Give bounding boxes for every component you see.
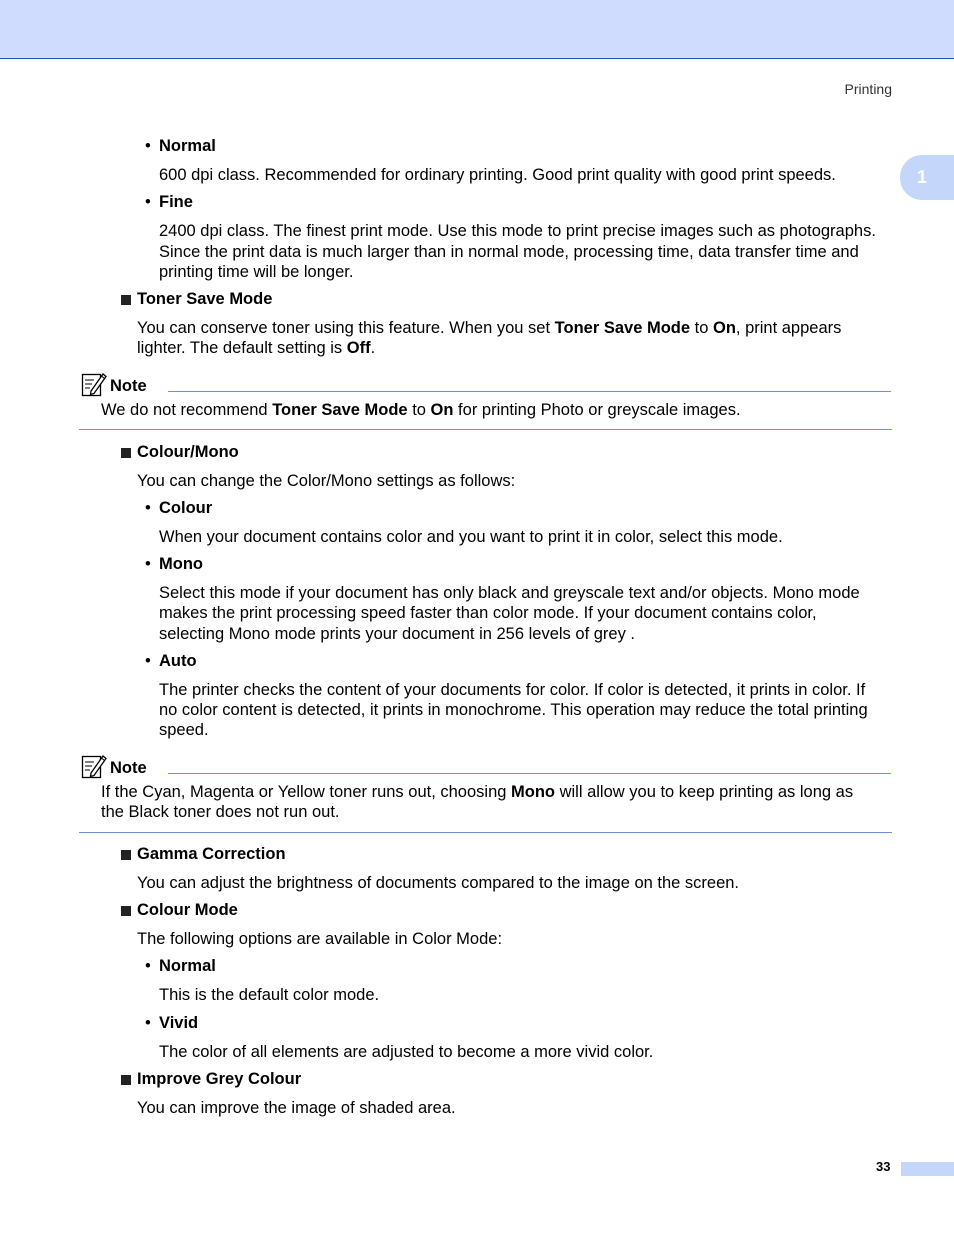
colour-desc: When your document contains color and you want to print it in color, select this mode. <box>159 528 783 546</box>
bullet-colour-title: Colour <box>159 499 213 517</box>
vivid-desc: The color of all elements are adjusted to become a more vivid color. <box>159 1043 654 1061</box>
note-2-rule <box>168 773 891 774</box>
section-toner-save-title: Toner Save Mode <box>137 290 273 308</box>
note-1-label: Note <box>110 377 147 395</box>
fine-desc-3: printing time will be longer. <box>159 263 354 281</box>
mono-desc-1: Select this mode if your document has only black and greyscale text and/or objects. Mono mode <box>159 584 860 602</box>
section-colour-mono-title: Colour/Mono <box>137 443 239 461</box>
footer-band <box>901 1162 954 1176</box>
toner-desc-line2: lighter. The default setting is Off. <box>137 339 376 357</box>
auto-desc-2: no color content is detected, it prints in monochrome. This operation may reduce the total printing <box>159 701 868 719</box>
chapter-tab: 1 <box>900 155 954 200</box>
normal-desc: 600 dpi class. Recommended for ordinary printing. Good print quality with good print speeds. <box>159 166 836 184</box>
page-number: 33 <box>876 1159 891 1174</box>
section-colour-mode <box>137 901 238 920</box>
note-2-text-line1: If the Cyan, Magenta or Yellow toner runs out, choosing Mono will allow you to keep printing as long as <box>101 783 854 801</box>
normal-2-desc: This is the default color mode. <box>159 986 380 1004</box>
square-bullet-icon <box>121 448 131 458</box>
note-1-end-rule <box>79 429 892 430</box>
bullet-normal-2: • Normal <box>145 957 216 975</box>
bullet-auto: • Auto <box>145 652 197 670</box>
bullet-fine: • Fine <box>145 193 193 211</box>
auto-desc-3: speed. <box>159 721 209 739</box>
section-toner-save <box>137 290 272 309</box>
note-pencil-icon <box>81 371 107 397</box>
bullet-mono: • Mono <box>145 555 203 573</box>
running-header: Printing <box>844 81 892 97</box>
improve-grey-desc: You can improve the image of shaded area. <box>137 1099 456 1117</box>
section-colour-mono <box>137 443 239 462</box>
mono-desc-2: makes the print processing speed faster than color mode. If your document contains color, <box>159 604 817 622</box>
colour-mono-desc: You can change the Color/Mono settings as follows: <box>137 472 516 490</box>
bullet-fine-title: Fine <box>159 193 193 211</box>
bullet-auto-title: Auto <box>159 652 197 670</box>
colour-mode-desc: The following options are available in Color Mode: <box>137 930 503 948</box>
note-2-text-line2: the Black toner does not run out. <box>101 803 340 821</box>
section-improve-grey <box>137 1070 301 1089</box>
fine-desc-1: 2400 dpi class. The finest print mode. Use this mode to print precise images such as photographs. <box>159 222 876 240</box>
bullet-normal: • Normal <box>145 137 216 155</box>
fine-desc-2: Since the print data is much larger than in normal mode, processing time, data transfer time and <box>159 243 859 261</box>
section-gamma <box>137 845 286 864</box>
square-bullet-icon <box>121 906 131 916</box>
gamma-desc: You can adjust the brightness of documents compared to the image on the screen. <box>137 874 740 892</box>
auto-desc-1: The printer checks the content of your documents for color. If color is detected, it prints in color. If <box>159 681 866 699</box>
header-band <box>0 0 954 59</box>
note-2-label: Note <box>110 759 147 777</box>
bullet-colour: • Colour <box>145 499 213 517</box>
note-1-rule <box>168 391 891 392</box>
bullet-normal-2-title: Normal <box>159 957 216 975</box>
note-2-end-rule <box>79 832 892 833</box>
bullet-mono-title: Mono <box>159 555 203 573</box>
bullet-vivid-title: Vivid <box>159 1014 199 1032</box>
bullet-vivid: • Vivid <box>145 1014 199 1032</box>
square-bullet-icon <box>121 295 131 305</box>
section-gamma-title: Gamma Correction <box>137 845 286 863</box>
note-pencil-icon <box>81 753 107 779</box>
bullet-normal-title: Normal <box>159 137 216 155</box>
section-colour-mode-title: Colour Mode <box>137 901 238 919</box>
section-improve-grey-title: Improve Grey Colour <box>137 1070 302 1088</box>
mono-desc-3: selecting Mono mode prints your document in 256 levels of grey . <box>159 625 636 643</box>
square-bullet-icon <box>121 1075 131 1085</box>
square-bullet-icon <box>121 850 131 860</box>
toner-desc-line1: You can conserve toner using this feature. When you set Toner Save Mode to On, print appears <box>137 319 842 337</box>
note-1-text: We do not recommend Toner Save Mode to On for printing Photo or greyscale images. <box>101 401 741 419</box>
